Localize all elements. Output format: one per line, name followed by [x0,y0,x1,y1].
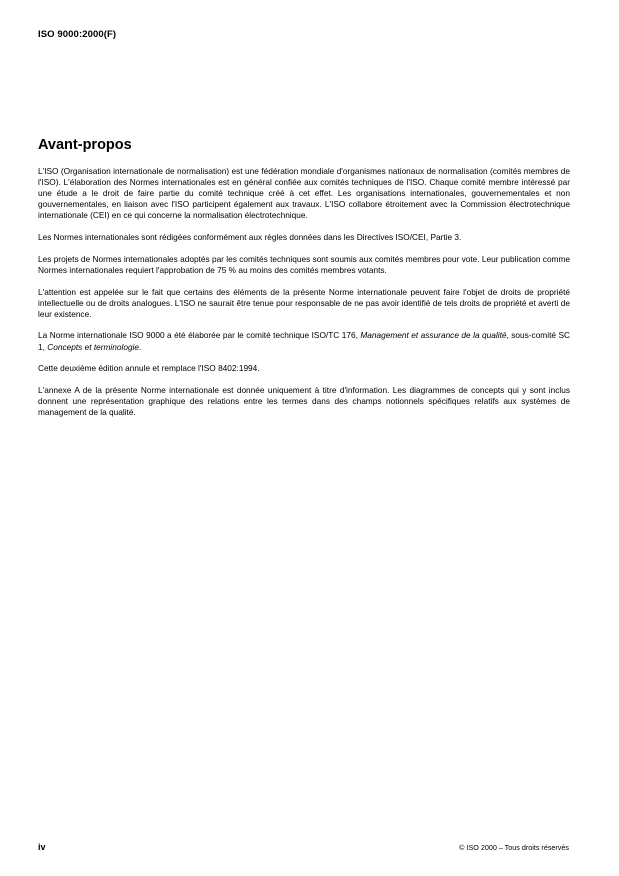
tc-text-middle: , sous-comité SC 1, [38,330,570,352]
section-title: Avant-propos [38,137,132,153]
page-number: iv [38,842,46,852]
foreword-body [38,166,570,429]
copyright-notice: © ISO 2000 – Tous droits réservés [459,843,569,852]
tc-text-suffix: . [139,341,142,352]
document-id-header: ISO 9000:2000(F) [38,29,117,40]
tc-text-prefix: La Norme internationale ISO 9000 a été élaborée par le comité technique ISO/TC 176, [38,330,361,341]
paragraph-patent-rights: L'attention est appelée sur le fait que certains des éléments de la présente Norme internationale peuvent faire l'objet de droits de propriété intellectuelle ou de droits analogues. L'ISO ne saurait être tenue pour responsable de ne pas avoir identifié de tels droits de propriété et averti de leur existence. [38,286,570,319]
paragraph-directives: Les Normes internationales sont rédigées conformément aux règles données dans les Directives ISO/CEI, Partie 3. [38,232,462,243]
paragraph-iso-organisation: L'ISO (Organisation internationale de normalisation) est une fédération mondiale d'organismes nationaux de normalisation (comités membres de l'ISO). L'élaboration des Normes internationales est en général confiée aux comités techniques de l'ISO. Chaque comité membre intéressé par une étude a le droit de faire partie du comité technique créé à cet effet. Les organisations internationales, gouvernementales et non gouvernementales, en liaison avec l'ISO participent également aux travaux. L'ISO collabore étroitement avec la Commission électrotechnique internationale (CEI) en ce qui concerne la normalisation électrotechnique. [38,166,570,221]
sc-title: Concepts et terminologie [47,341,140,352]
paragraph-annex: L'annexe A de la présente Norme internationale est donnée uniquement à titre d'information. Les diagrammes de concepts qui y sont inclus donnent une représentation graphique des relations entre les termes dans des champs notionnels spécifiques relatifs aux systèmes de management de la qualité. [38,384,570,418]
paragraph-edition: Cette deuxième édition annule et remplace l'ISO 8402:1994. [38,363,260,374]
paragraph-voting: Les projets de Normes internationales adoptés par les comités techniques sont soumis aux comités membres pour vote. Leur publication comme Normes internationales requiert l'approbation de 75 % au moins des comités membres votants. [38,253,570,275]
paragraph-technical-committee [38,330,570,352]
tc-title: Management et assurance de la qualité [360,330,507,341]
